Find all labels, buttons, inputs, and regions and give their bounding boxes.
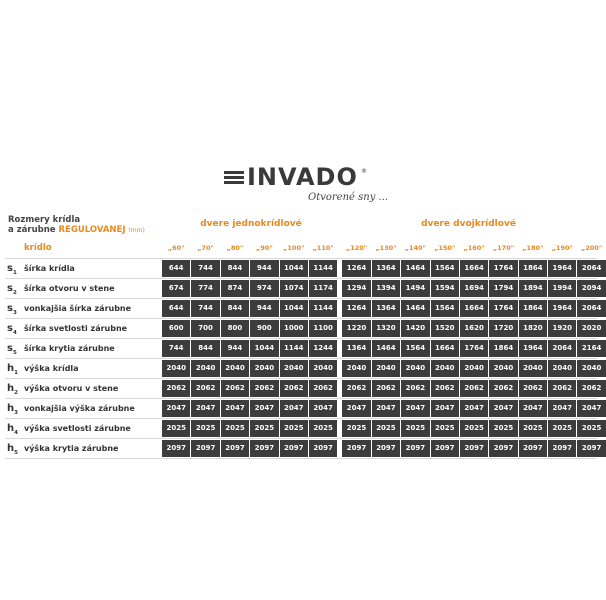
table-cell: 2062 xyxy=(250,380,278,397)
table-header-row xyxy=(5,238,603,259)
table-row xyxy=(5,259,602,279)
table-cell: 2097 xyxy=(460,440,488,457)
table-cell: 2040 xyxy=(372,360,400,377)
table-cell: 2025 xyxy=(221,420,249,437)
logo-tagline: Otvorené sny ... xyxy=(308,192,389,203)
table-cell: 844 xyxy=(221,300,249,317)
column-header: „200" xyxy=(577,240,605,257)
table-cell: 2040 xyxy=(431,360,459,377)
row-symbol-letter: s xyxy=(7,323,13,334)
row-symbol-index: 1 xyxy=(14,370,18,376)
table-row xyxy=(5,399,602,419)
row-label xyxy=(5,279,157,298)
column-header: „170" xyxy=(489,240,517,257)
table-cell: 774 xyxy=(191,280,219,297)
table-cell: 2040 xyxy=(342,360,370,377)
row-label-text: výška otvoru v stene xyxy=(24,384,119,393)
table-body xyxy=(5,238,603,459)
table-cell: 1364 xyxy=(372,260,400,277)
row-symbol-letter: s xyxy=(7,343,13,354)
table-cell: 2062 xyxy=(280,380,308,397)
table-cell: 2040 xyxy=(162,360,190,377)
table-cell: 2097 xyxy=(250,440,278,457)
title-accent: REGULOVANEJ xyxy=(58,225,126,235)
table-cell: 744 xyxy=(191,300,219,317)
table-cell: 2047 xyxy=(191,400,219,417)
table-row xyxy=(5,359,602,379)
table-cell: 2097 xyxy=(401,440,429,457)
column-header: „130" xyxy=(372,240,400,257)
table-cell: 1564 xyxy=(431,260,459,277)
column-header: „180" xyxy=(519,240,547,257)
table-cell: 1764 xyxy=(460,340,488,357)
invado-logo xyxy=(224,163,389,216)
table-cell: 1564 xyxy=(431,300,459,317)
row-label xyxy=(5,419,157,438)
table-cell: 2040 xyxy=(309,360,337,377)
row-symbol xyxy=(7,443,18,456)
column-header: „150" xyxy=(431,240,459,257)
row-label-text: výška svetlosti zárubne xyxy=(24,424,131,433)
table-cell: 2097 xyxy=(372,440,400,457)
table-cell: 2040 xyxy=(221,360,249,377)
title-prefix: a zárubne xyxy=(8,225,59,235)
row-symbol-letter: s xyxy=(7,283,13,294)
table-cell: 2047 xyxy=(372,400,400,417)
table-cell: 1394 xyxy=(372,280,400,297)
row-label xyxy=(5,259,157,278)
table-cell: 1144 xyxy=(309,300,337,317)
table-title xyxy=(8,215,145,236)
column-header: „190" xyxy=(548,240,576,257)
table-cell: 2040 xyxy=(191,360,219,377)
table-cell: 944 xyxy=(250,260,278,277)
table-cell: 2062 xyxy=(460,380,488,397)
row-symbol-index: 2 xyxy=(12,290,17,296)
column-header: „60" xyxy=(162,240,190,257)
table-row xyxy=(5,439,602,459)
table-cell: 2047 xyxy=(221,400,249,417)
table-cell: 2040 xyxy=(577,360,605,377)
table-cell: 2097 xyxy=(309,440,337,457)
table-cell: 2047 xyxy=(250,400,278,417)
table-row xyxy=(5,319,602,339)
table-cell: 1564 xyxy=(401,340,429,357)
column-header: „140" xyxy=(401,240,429,257)
table-cell: 2025 xyxy=(519,420,547,437)
table-cell: 2064 xyxy=(577,300,605,317)
table-cell: 1220 xyxy=(342,320,370,337)
table-cell: 1594 xyxy=(431,280,459,297)
table-row xyxy=(5,299,602,319)
row-symbol-letter: h xyxy=(7,383,15,394)
table-cell: 2040 xyxy=(548,360,576,377)
table-cell: 2062 xyxy=(548,380,576,397)
row-symbol-index: 5 xyxy=(14,450,18,456)
row-symbol xyxy=(7,363,18,376)
table-title-line2 xyxy=(8,225,145,236)
table-cell: 2064 xyxy=(548,340,576,357)
row-label-text: výška krytia zárubne xyxy=(24,444,119,453)
table-cell: 1720 xyxy=(489,320,517,337)
logo-stripes-icon xyxy=(224,171,244,184)
table-cell: 2062 xyxy=(191,380,219,397)
table-cell: 2025 xyxy=(342,420,370,437)
table-cell: 2094 xyxy=(577,280,605,297)
table-cell: 2047 xyxy=(309,400,337,417)
table-cell: 2047 xyxy=(342,400,370,417)
table-cell: 744 xyxy=(191,260,219,277)
table-cell: 2047 xyxy=(162,400,190,417)
table-cell: 1320 xyxy=(372,320,400,337)
table-cell: 1364 xyxy=(342,340,370,357)
table-cell: 1294 xyxy=(342,280,370,297)
table-cell: 2025 xyxy=(431,420,459,437)
table-cell: 2040 xyxy=(460,360,488,377)
table-cell: 900 xyxy=(250,320,278,337)
column-header: „160" xyxy=(460,240,488,257)
row-symbol-letter: s xyxy=(7,303,13,314)
table-cell: 1664 xyxy=(460,260,488,277)
row-symbol-letter: h xyxy=(7,423,15,434)
row-label xyxy=(5,359,157,378)
table-cell: 1664 xyxy=(431,340,459,357)
header-label-text: krídlo xyxy=(24,243,52,253)
row-symbol xyxy=(7,323,17,336)
table-cell: 2062 xyxy=(221,380,249,397)
table-cell: 1964 xyxy=(548,300,576,317)
group-double-door: dvere dvojkrídlové xyxy=(421,219,516,229)
table-cell: 2047 xyxy=(431,400,459,417)
row-label-text: šírka krídla xyxy=(24,264,75,273)
table-row xyxy=(5,279,602,299)
table-cell: 2025 xyxy=(191,420,219,437)
row-label-text: vonkajšia výška zárubne xyxy=(24,404,135,413)
table-cell: 1264 xyxy=(342,260,370,277)
table-cell: 1920 xyxy=(548,320,576,337)
row-symbol-index: 2 xyxy=(14,390,18,396)
row-label xyxy=(5,339,157,358)
table-cell: 2040 xyxy=(519,360,547,377)
table-cell: 2025 xyxy=(309,420,337,437)
row-label xyxy=(5,439,157,458)
table-cell: 944 xyxy=(250,300,278,317)
table-cell: 2062 xyxy=(162,380,190,397)
table-row xyxy=(5,339,602,359)
table-cell: 1464 xyxy=(401,260,429,277)
table-cell: 844 xyxy=(191,340,219,357)
row-label xyxy=(5,379,157,398)
table-cell: 2062 xyxy=(342,380,370,397)
table-row xyxy=(5,379,602,399)
table-cell: 2164 xyxy=(577,340,605,357)
table-cell: 1044 xyxy=(250,340,278,357)
group-single-door: dvere jednokrídlové xyxy=(200,219,302,229)
table-cell: 2062 xyxy=(577,380,605,397)
table-cell: 1044 xyxy=(280,260,308,277)
row-symbol xyxy=(7,403,18,416)
table-cell: 2097 xyxy=(191,440,219,457)
table-cell: 1494 xyxy=(401,280,429,297)
table-cell: 844 xyxy=(221,260,249,277)
table-cell: 1364 xyxy=(372,300,400,317)
logo-wordmark: INVADO xyxy=(247,163,358,191)
table-cell: 1864 xyxy=(489,340,517,357)
table-cell: 1144 xyxy=(280,340,308,357)
table-cell: 2097 xyxy=(489,440,517,457)
trademark-symbol: ® xyxy=(361,168,367,175)
table-cell: 2064 xyxy=(577,260,605,277)
row-label-text: šírka otvoru v stene xyxy=(24,284,115,293)
table-cell: 2025 xyxy=(460,420,488,437)
table-cell: 2025 xyxy=(548,420,576,437)
table-cell: 2097 xyxy=(519,440,547,457)
row-symbol-letter: h xyxy=(7,443,15,454)
table-cell: 2047 xyxy=(548,400,576,417)
row-label xyxy=(5,399,157,418)
table-cell: 2097 xyxy=(162,440,190,457)
table-cell: 1244 xyxy=(309,340,337,357)
table-cell: 2025 xyxy=(280,420,308,437)
header-label xyxy=(5,238,157,258)
table-cell: 1864 xyxy=(519,300,547,317)
table-cell: 2047 xyxy=(519,400,547,417)
row-symbol-letter: h xyxy=(7,363,15,374)
table-cell: 2097 xyxy=(342,440,370,457)
table-cell: 2025 xyxy=(489,420,517,437)
table-cell: 1994 xyxy=(548,280,576,297)
table-cell: 1764 xyxy=(489,260,517,277)
table-cell: 2097 xyxy=(280,440,308,457)
table-cell: 944 xyxy=(221,340,249,357)
row-label-text: šírka svetlosti zárubne xyxy=(24,324,128,333)
table-cell: 2025 xyxy=(162,420,190,437)
row-symbol-letter: s xyxy=(7,263,13,274)
table-cell: 974 xyxy=(250,280,278,297)
table-row xyxy=(5,419,602,439)
table-cell: 1074 xyxy=(280,280,308,297)
row-symbol xyxy=(7,343,17,356)
row-label-text: vonkajšia šírka zárubne xyxy=(24,304,132,313)
table-cell: 600 xyxy=(162,320,190,337)
row-symbol-index: 1 xyxy=(12,270,17,276)
table-cell: 2062 xyxy=(489,380,517,397)
table-cell: 2020 xyxy=(577,320,605,337)
column-header: „120" xyxy=(342,240,370,257)
table-cell: 2097 xyxy=(221,440,249,457)
column-header: „110" xyxy=(309,240,337,257)
column-header: „70" xyxy=(191,240,219,257)
title-unit: (mm) xyxy=(128,227,145,234)
table-cell: 2062 xyxy=(519,380,547,397)
row-label-text: šírka krytia zárubne xyxy=(24,344,115,353)
table-cell: 1620 xyxy=(460,320,488,337)
table-cell: 1864 xyxy=(519,260,547,277)
table-cell: 1100 xyxy=(309,320,337,337)
table-cell: 1144 xyxy=(309,260,337,277)
table-cell: 2047 xyxy=(280,400,308,417)
table-cell: 1000 xyxy=(280,320,308,337)
table-cell: 2062 xyxy=(431,380,459,397)
table-cell: 2040 xyxy=(401,360,429,377)
table-cell: 644 xyxy=(162,260,190,277)
table-cell: 800 xyxy=(221,320,249,337)
row-symbol xyxy=(7,303,17,316)
table-cell: 674 xyxy=(162,280,190,297)
table-cell: 2040 xyxy=(280,360,308,377)
table-cell: 874 xyxy=(221,280,249,297)
table-cell: 2025 xyxy=(401,420,429,437)
row-symbol-index: 5 xyxy=(12,350,17,356)
table-cell: 1464 xyxy=(372,340,400,357)
table-cell: 1764 xyxy=(489,300,517,317)
row-symbol xyxy=(7,423,18,436)
row-symbol-index: 4 xyxy=(14,430,18,436)
table-cell: 1964 xyxy=(548,260,576,277)
table-cell: 1520 xyxy=(431,320,459,337)
table-cell: 2047 xyxy=(577,400,605,417)
table-cell: 2062 xyxy=(309,380,337,397)
table-cell: 2047 xyxy=(489,400,517,417)
column-header: „90" xyxy=(250,240,278,257)
table-cell: 2062 xyxy=(401,380,429,397)
table-cell: 2047 xyxy=(460,400,488,417)
table-cell: 744 xyxy=(162,340,190,357)
row-symbol xyxy=(7,383,18,396)
row-symbol-index: 3 xyxy=(14,410,18,416)
row-label-text: výška krídla xyxy=(24,364,79,373)
table-cell: 1964 xyxy=(519,340,547,357)
table-cell: 1820 xyxy=(519,320,547,337)
table-cell: 1174 xyxy=(309,280,337,297)
table-cell: 1420 xyxy=(401,320,429,337)
table-cell: 2097 xyxy=(548,440,576,457)
row-label xyxy=(5,319,157,338)
column-header: „100" xyxy=(280,240,308,257)
table-cell: 644 xyxy=(162,300,190,317)
row-symbol-letter: h xyxy=(7,403,15,414)
table-cell: 2040 xyxy=(250,360,278,377)
table-cell: 1894 xyxy=(519,280,547,297)
table-cell: 1044 xyxy=(280,300,308,317)
table-cell: 2025 xyxy=(250,420,278,437)
table-cell: 700 xyxy=(191,320,219,337)
table-cell: 1464 xyxy=(401,300,429,317)
row-symbol-index: 3 xyxy=(12,310,17,316)
table-cell: 2097 xyxy=(431,440,459,457)
row-symbol-index: 4 xyxy=(12,330,17,336)
table-cell: 1694 xyxy=(460,280,488,297)
table-cell: 1264 xyxy=(342,300,370,317)
table-cell: 2025 xyxy=(577,420,605,437)
table-cell: 1664 xyxy=(460,300,488,317)
table-cell: 2097 xyxy=(577,440,605,457)
table-cell: 2040 xyxy=(489,360,517,377)
column-header: „80" xyxy=(221,240,249,257)
row-symbol xyxy=(7,283,17,296)
row-symbol xyxy=(7,263,17,276)
table-cell: 2062 xyxy=(372,380,400,397)
table-title-line1: Rozmery krídla xyxy=(8,215,81,225)
table-cell: 2047 xyxy=(401,400,429,417)
table-cell: 2025 xyxy=(372,420,400,437)
row-label xyxy=(5,299,157,318)
table-cell: 1794 xyxy=(489,280,517,297)
